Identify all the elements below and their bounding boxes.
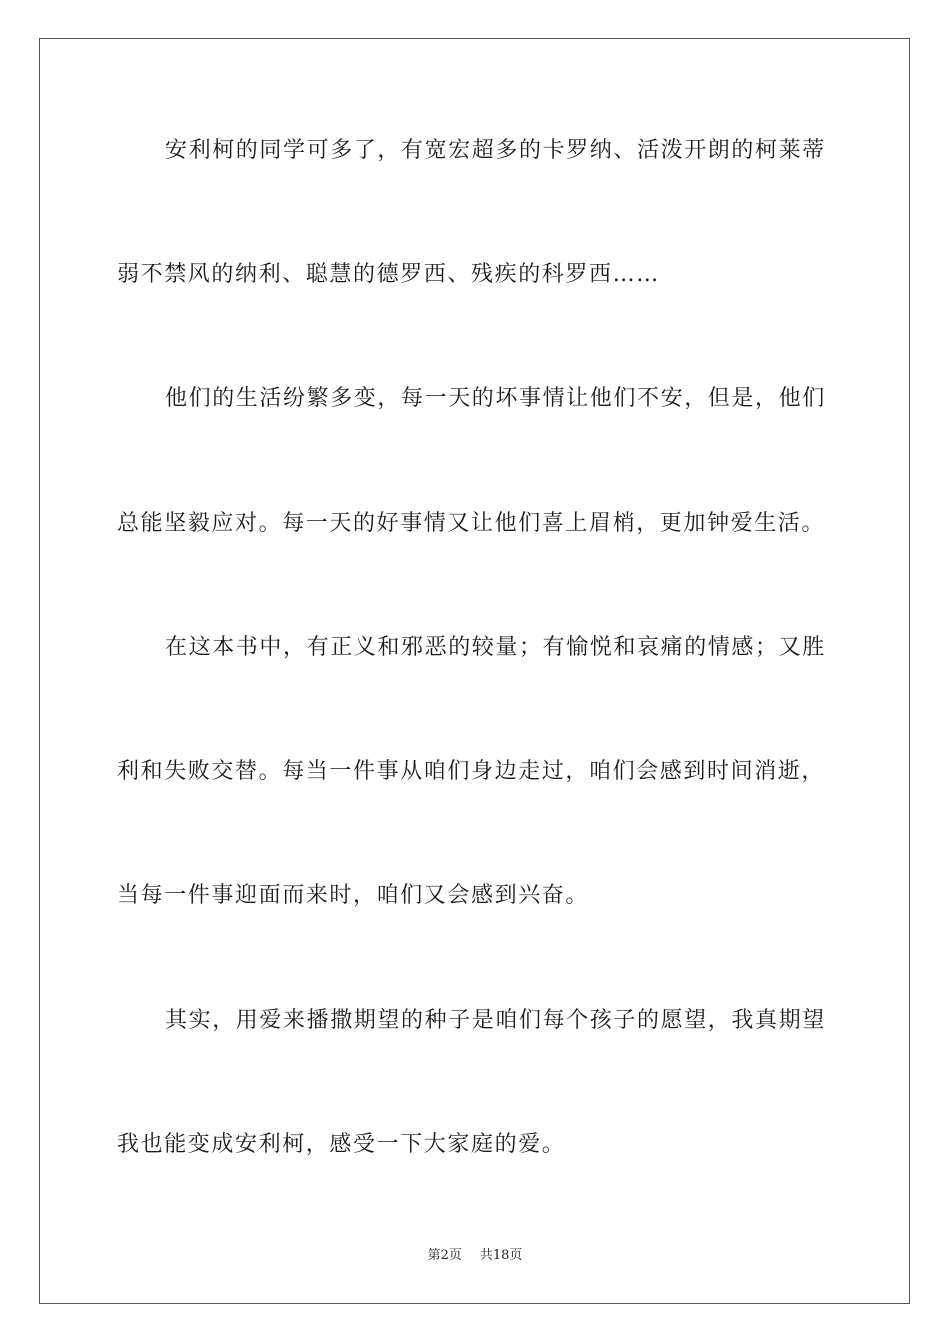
page-total: 共18页 xyxy=(479,1248,523,1263)
text-line: 安利柯的同学可多了，有宽宏超多的卡罗纳、活泼开朗的柯莱蒂 xyxy=(165,138,826,163)
text-line: 弱不禁风的纳利、聪慧的德罗西、残疾的科罗西…… xyxy=(117,262,660,287)
text-line: 当每一件事迎面而来时，咱们又会感到兴奋。 xyxy=(117,883,590,908)
page-border xyxy=(39,38,910,1304)
text-line: 利和失败交替。每当一件事从咱们身边走过，咱们会感到时间消逝， xyxy=(117,759,826,784)
text-line: 我也能变成安利柯，感受一下大家庭的爱。 xyxy=(117,1132,566,1157)
text-line: 他们的生活纷繁多变，每一天的坏事情让他们不安，但是，他们 xyxy=(165,386,826,411)
text-line: 其实，用爱来播撒期望的种子是咱们每个孩子的愿望，我真期望 xyxy=(165,1008,826,1033)
text-line: 总能坚毅应对。每一天的好事情又让他们喜上眉梢，更加钟爱生活。 xyxy=(117,511,826,536)
page-number: 第2页 xyxy=(427,1248,462,1263)
text-line: 在这本书中，有正义和邪恶的较量；有愉悦和哀痛的情感；又胜 xyxy=(165,635,826,660)
page-footer xyxy=(0,1247,950,1265)
